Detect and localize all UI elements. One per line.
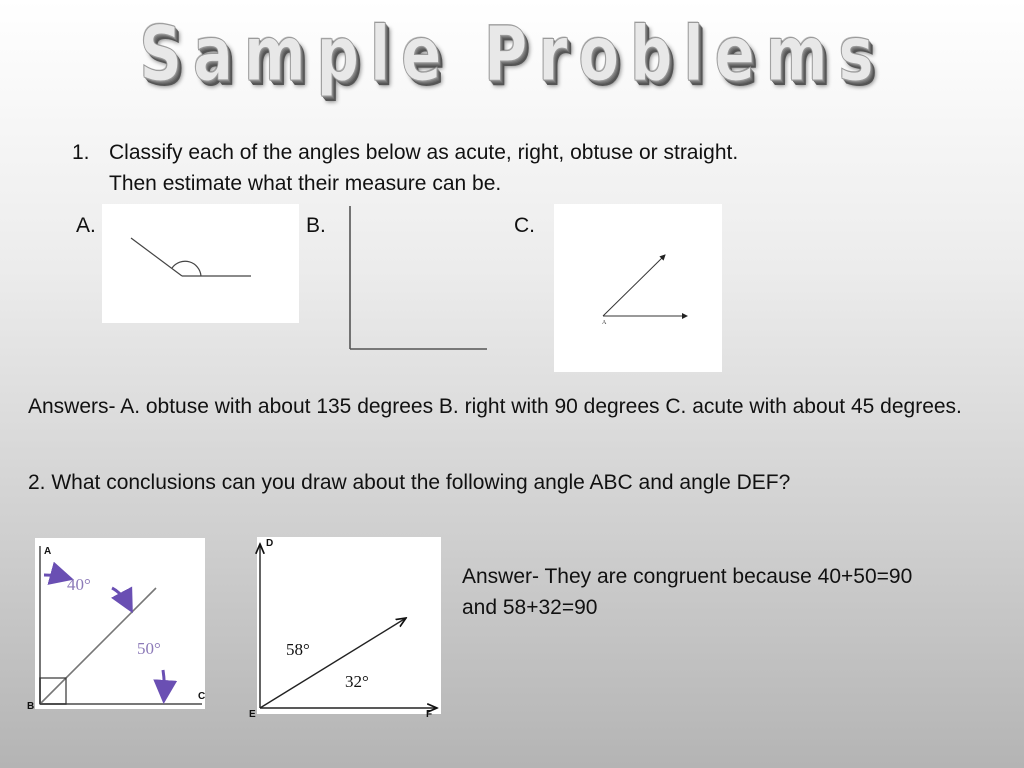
question-2: 2. What conclusions can you draw about the following angle ABC and angle DEF? (28, 471, 791, 494)
point-b-label: B (27, 701, 35, 712)
point-f-label: F (426, 709, 433, 720)
figure-b-right-angle (340, 204, 495, 356)
angle-abc-svg (24, 538, 214, 714)
point-d-label: D (266, 538, 274, 549)
angle-32-label: 32° (345, 672, 369, 691)
figure-c-label: C. (514, 214, 535, 237)
point-e-label: E (249, 709, 256, 720)
angle-40-label: 40° (67, 575, 91, 594)
point-c-label: C (198, 691, 206, 702)
angle-58-label: 58° (286, 640, 310, 659)
figure-c-svg (554, 204, 722, 372)
question-1-number: 1. (72, 141, 90, 164)
angle-50-label: 50° (137, 639, 161, 658)
question-1-line-1: Classify each of the angles below as acute, right, obtuse or straight. (109, 141, 739, 164)
point-a-label: A (44, 546, 52, 557)
answer-1: Answers- A. obtuse with about 135 degrees B. right with 90 degrees C. acute with about 45 degrees. (28, 395, 962, 418)
question-1-text (109, 137, 909, 199)
figure-b-label: B. (306, 214, 326, 237)
question-1-line-2: Then estimate what their measure can be. (109, 172, 502, 195)
slide-title: Sample Problems (139, 9, 885, 98)
figure-a-obtuse-angle (102, 204, 299, 323)
answer-2: Answer- They are congruent because 40+50=90 and 58+32=90 (462, 565, 913, 619)
figure-c-vertex-label: A (602, 320, 607, 326)
figure-c-acute-angle (554, 204, 722, 372)
angle-def-svg (244, 534, 448, 720)
figure-a-label: A. (76, 214, 96, 237)
figure-a-svg (102, 204, 299, 323)
